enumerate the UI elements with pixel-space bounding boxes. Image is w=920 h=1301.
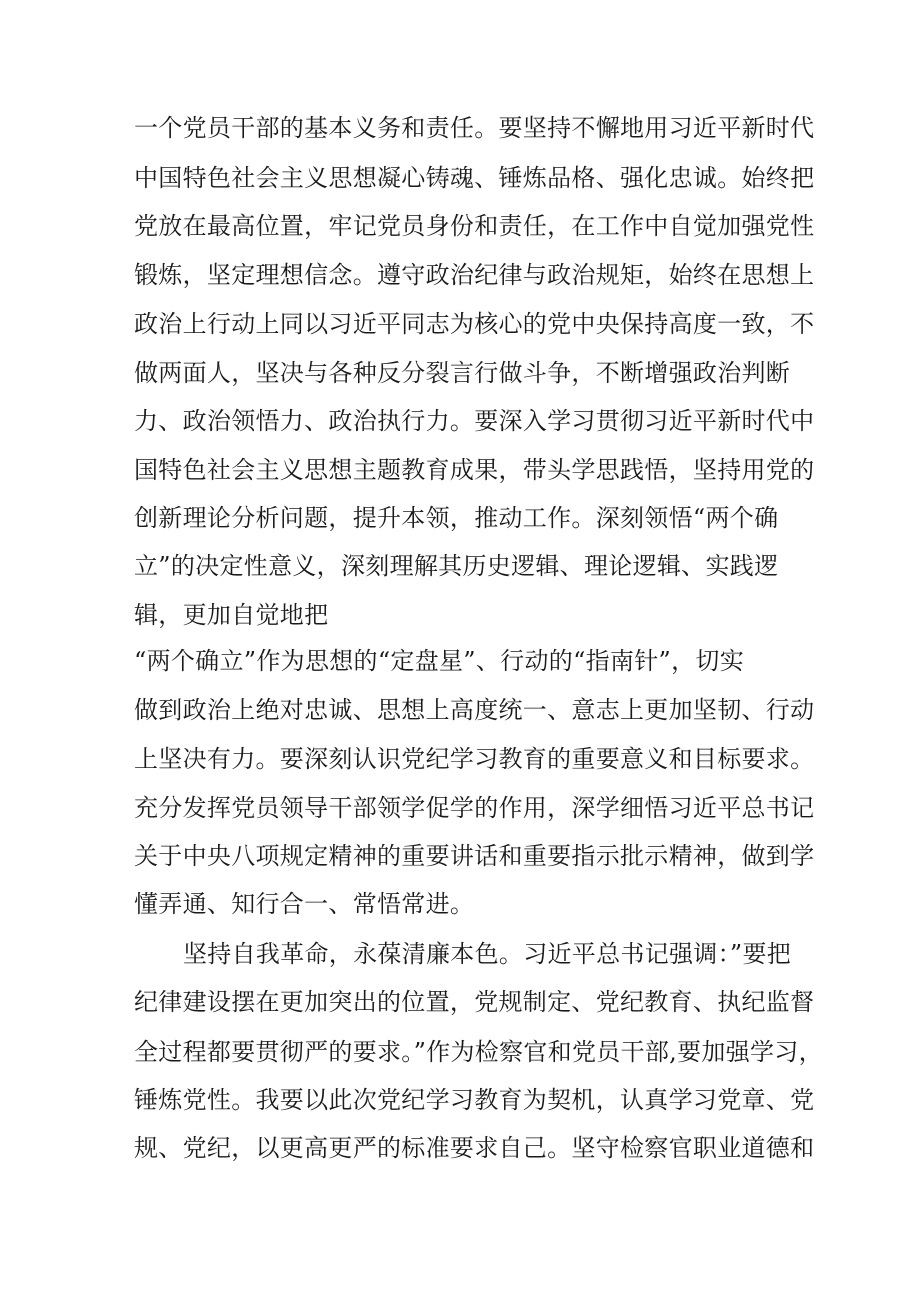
text-line: 锤炼党性。我要以此次党纪学习教育为契机，认真学习党章、党 <box>134 1086 815 1114</box>
text-line: 做两面人，坚决与各种反分裂言行做斗争，不断增强政治判断 <box>134 359 791 387</box>
text-line: 立”的决定性意义，深刻理解其历史逻辑、理论逻辑、实践逻 <box>134 552 779 580</box>
text-line: 国特色社会主义思想主题教育成果，带头学思践悟，坚持用党的 <box>134 456 815 484</box>
text-line: 锻炼，坚定理想信念。遵守政治纪律与政治规矩，始终在思想上 <box>134 261 815 289</box>
text-line: 充分发挥党员领导干部领学促学的作用，深学细悟习近平总书记 <box>134 794 815 822</box>
text-line: 懂弄通、知行合一、常悟常进。 <box>134 890 475 918</box>
text-line: 关于中央八项规定精神的重要讲话和重要指示批示精神，做到学 <box>134 842 815 870</box>
text-line: “两个确立”作为思想的“定盘星”、行动的“指南针”，切实 <box>134 647 745 675</box>
paragraph-first-line: 坚持自我革命，永葆清廉本色。习近平总书记强调：”要把 <box>183 940 792 968</box>
text-line: 规、党纪，以更高更严的标准要求自己。坚守检察官职业道德和 <box>134 1134 815 1162</box>
text-line: 政治上行动上同以习近平同志为核心的党中央保持高度一致，不 <box>134 310 815 338</box>
text-line: 上坚决有力。要深刻认识党纪学习教育的重要意义和目标要求。 <box>134 745 815 773</box>
text-line: 中国特色社会主义思想凝心铸魂、锤炼品格、强化忠诚。始终把 <box>134 164 815 192</box>
text-line: 创新理论分析问题，提升本领，推动工作。深刻领悟“两个确 <box>134 504 779 532</box>
text-line: 党放在最高位置，牢记党员身份和责任，在工作中自觉加强党性 <box>134 212 815 240</box>
text-line: 一个党员干部的基本义务和责任。要坚持不懈地用习近平新时代 <box>134 114 815 142</box>
text-line: 辑，更加自觉地把 <box>134 601 329 629</box>
text-line: 全过程都要贯彻严的要求。”作为检察官和党员干部,要加强学习， <box>134 1038 823 1066</box>
text-line: 力、政治领悟力、政治执行力。要深入学习贯彻习近平新时代中 <box>134 407 815 435</box>
text-line: 做到政治上绝对忠诚、思想上高度统一、意志上更加坚韧、行动 <box>134 696 815 724</box>
text-line: 纪律建设摆在更加突出的位置，党规制定、党纪教育、执纪监督 <box>134 988 815 1016</box>
